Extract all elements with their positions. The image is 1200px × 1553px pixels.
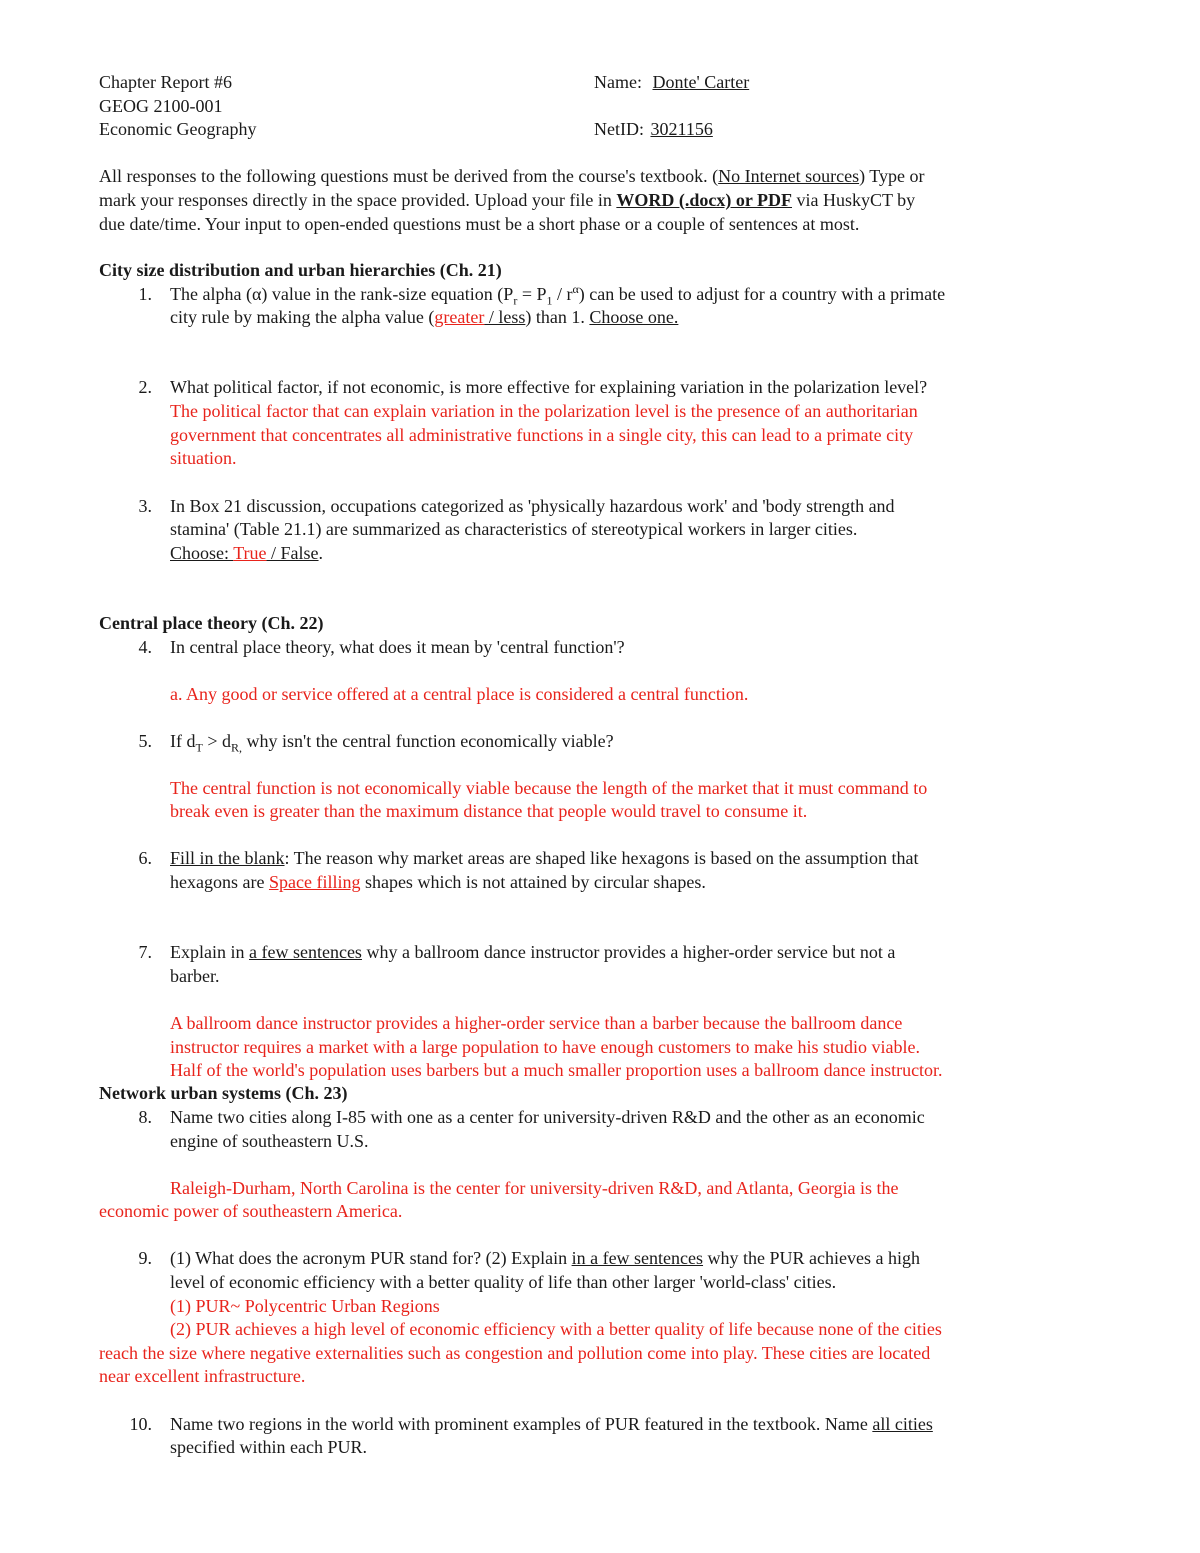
- answer-7-line-3: Half of the world's population uses barbers but a much smaller proportion uses a ballroom dance instructor.: [170, 1060, 943, 1080]
- answer-5-line-1: The central function is not economically viable because the length of the market that it must command to: [170, 778, 928, 798]
- answer-8-line-2: economic power of southeastern America.: [99, 1201, 403, 1221]
- answer-space-filling: Space filling: [268, 872, 361, 892]
- question-4-text: In central place theory, what does it mean by 'central function'?: [170, 637, 625, 657]
- question-6-line-2: hexagons are Space filling shapes which is not attained by circular shapes.: [170, 872, 706, 892]
- question-3-line-2: stamina' (Table 21.1) are summarized as characteristics of stereotypical workers in larger cities.: [170, 519, 858, 539]
- question-number: 9.: [138, 1248, 152, 1268]
- course-code: GEOG 2100-001: [99, 96, 223, 116]
- name-value: Donte' Carter: [652, 72, 750, 92]
- answer-5-line-2: break even is greater than the maximum distance that people would travel to consume it.: [170, 801, 808, 821]
- netid-value: 3021156: [650, 119, 713, 139]
- question-number: 6.: [138, 848, 152, 868]
- name-label: Name:: [594, 72, 642, 92]
- question-number: 4.: [138, 637, 152, 657]
- course-subject: Economic Geography: [99, 119, 257, 139]
- netid-field: [594, 117, 713, 141]
- report-title: Chapter Report #6: [99, 72, 232, 92]
- answer-2-line-3: situation.: [170, 448, 237, 468]
- question-5-text: If $d_T > d_{R,}$ why isn't the central function economically viable?: [170, 731, 614, 755]
- question-10-line-1: Name two regions in the world with prominent examples of PUR featured in the textbook. Name all cities: [170, 1414, 933, 1434]
- section-heading-ch23: Network urban systems (Ch. 23): [99, 1083, 348, 1103]
- no-internet-note: No Internet sources: [718, 166, 860, 186]
- question-8-line-1: Name two cities along I-85 with one as a center for university-driven R&D and the other as an economic: [170, 1107, 925, 1127]
- question-3-line-1: In Box 21 discussion, occupations categorized as 'physically hazardous work' and 'body strength and: [170, 496, 895, 516]
- question-7-line-1: Explain in a few sentences why a ballroom dance instructor provides a higher-order service but not a: [170, 942, 896, 962]
- section-heading-ch21: City size distribution and urban hierarchies (Ch. 21): [99, 260, 502, 280]
- question-10-line-2: specified within each PUR.: [170, 1437, 367, 1457]
- question-7-line-2: barber.: [170, 966, 220, 986]
- question-9-line-2: level of economic efficiency with a better quality of life than other larger 'world-class' cities.: [170, 1272, 837, 1292]
- name-field: [594, 70, 749, 94]
- file-format-note: WORD (.docx) or PDF: [616, 190, 792, 210]
- question-3-choice: Choose: True / False.: [170, 543, 324, 563]
- question-number: 7.: [138, 942, 152, 962]
- answer-9-part-1: (1) PUR~ Polycentric Urban Regions: [170, 1296, 440, 1316]
- instructions-line-1: All responses to the following questions must be derived from the course's textbook. (No Internet sources) Type or: [99, 166, 925, 186]
- question-8-line-2: engine of southeastern U.S.: [170, 1131, 369, 1151]
- question-1-line-1: The alpha (α) value in the rank-size equation $(P_r = P_1 / r^\alpha)$ can be used to adjust for a country with a primate: [170, 282, 946, 308]
- question-1-line-2: city rule by making the alpha value (greater / less) than 1. Choose one.: [170, 307, 679, 327]
- question-number: 2.: [138, 377, 152, 397]
- question-number: 8.: [138, 1107, 152, 1127]
- instructions-line-2: mark your responses directly in the space provided. Upload your file in WORD (.docx) or PDF via HuskyCT by: [99, 190, 916, 210]
- answer-greater: greater: [434, 307, 485, 327]
- answer-9-part-2-line-2: reach the size where negative externalities such as congestion and pollution come into play. These cities are located: [99, 1343, 931, 1363]
- answer-2-line-2: government that concentrates all administrative functions in a single city, this can lead to a primate city: [170, 425, 914, 445]
- section-heading-ch22: Central place theory (Ch. 22): [99, 613, 324, 633]
- answer-8-line-1: Raleigh-Durham, North Carolina is the center for university-driven R&D, and Atlanta, Georgia is the: [170, 1178, 899, 1198]
- answer-9-part-2-line-3: near excellent infrastructure.: [99, 1366, 306, 1386]
- answer-7-line-2: instructor requires a market with a large population to have enough customers to make his studio viable.: [170, 1037, 920, 1057]
- answer-2-line-1: The political factor that can explain variation in the polarization level is the presence of an authoritarian: [170, 401, 918, 421]
- question-9-line-1: (1) What does the acronym PUR stand for? (2) Explain in a few sentences why the PUR achieves a high: [170, 1248, 920, 1268]
- question-number: 3.: [138, 496, 152, 516]
- question-number: 10.: [129, 1414, 152, 1434]
- question-6-line-1: Fill in the blank: The reason why market areas are shaped like hexagons is based on the assumption that: [170, 848, 919, 868]
- question-number: 1.: [138, 284, 152, 304]
- netid-label: NetID:: [594, 119, 644, 139]
- question-2-text: What political factor, if not economic, is more effective for explaining variation in the polarization level?: [170, 377, 928, 397]
- instructions-line-3: due date/time. Your input to open-ended questions must be a short phase or a couple of sentences at most.: [99, 214, 860, 234]
- answer-true: True: [233, 543, 267, 563]
- answer-9-part-2-line-1: (2) PUR achieves a high level of economic efficiency with a better quality of life because none of the cities: [170, 1319, 942, 1339]
- answer-4: a. Any good or service offered at a central place is considered a central function.: [170, 684, 749, 704]
- answer-7-line-1: A ballroom dance instructor provides a higher-order service than a barber because the ballroom dance: [170, 1013, 903, 1033]
- question-number: 5.: [138, 731, 152, 751]
